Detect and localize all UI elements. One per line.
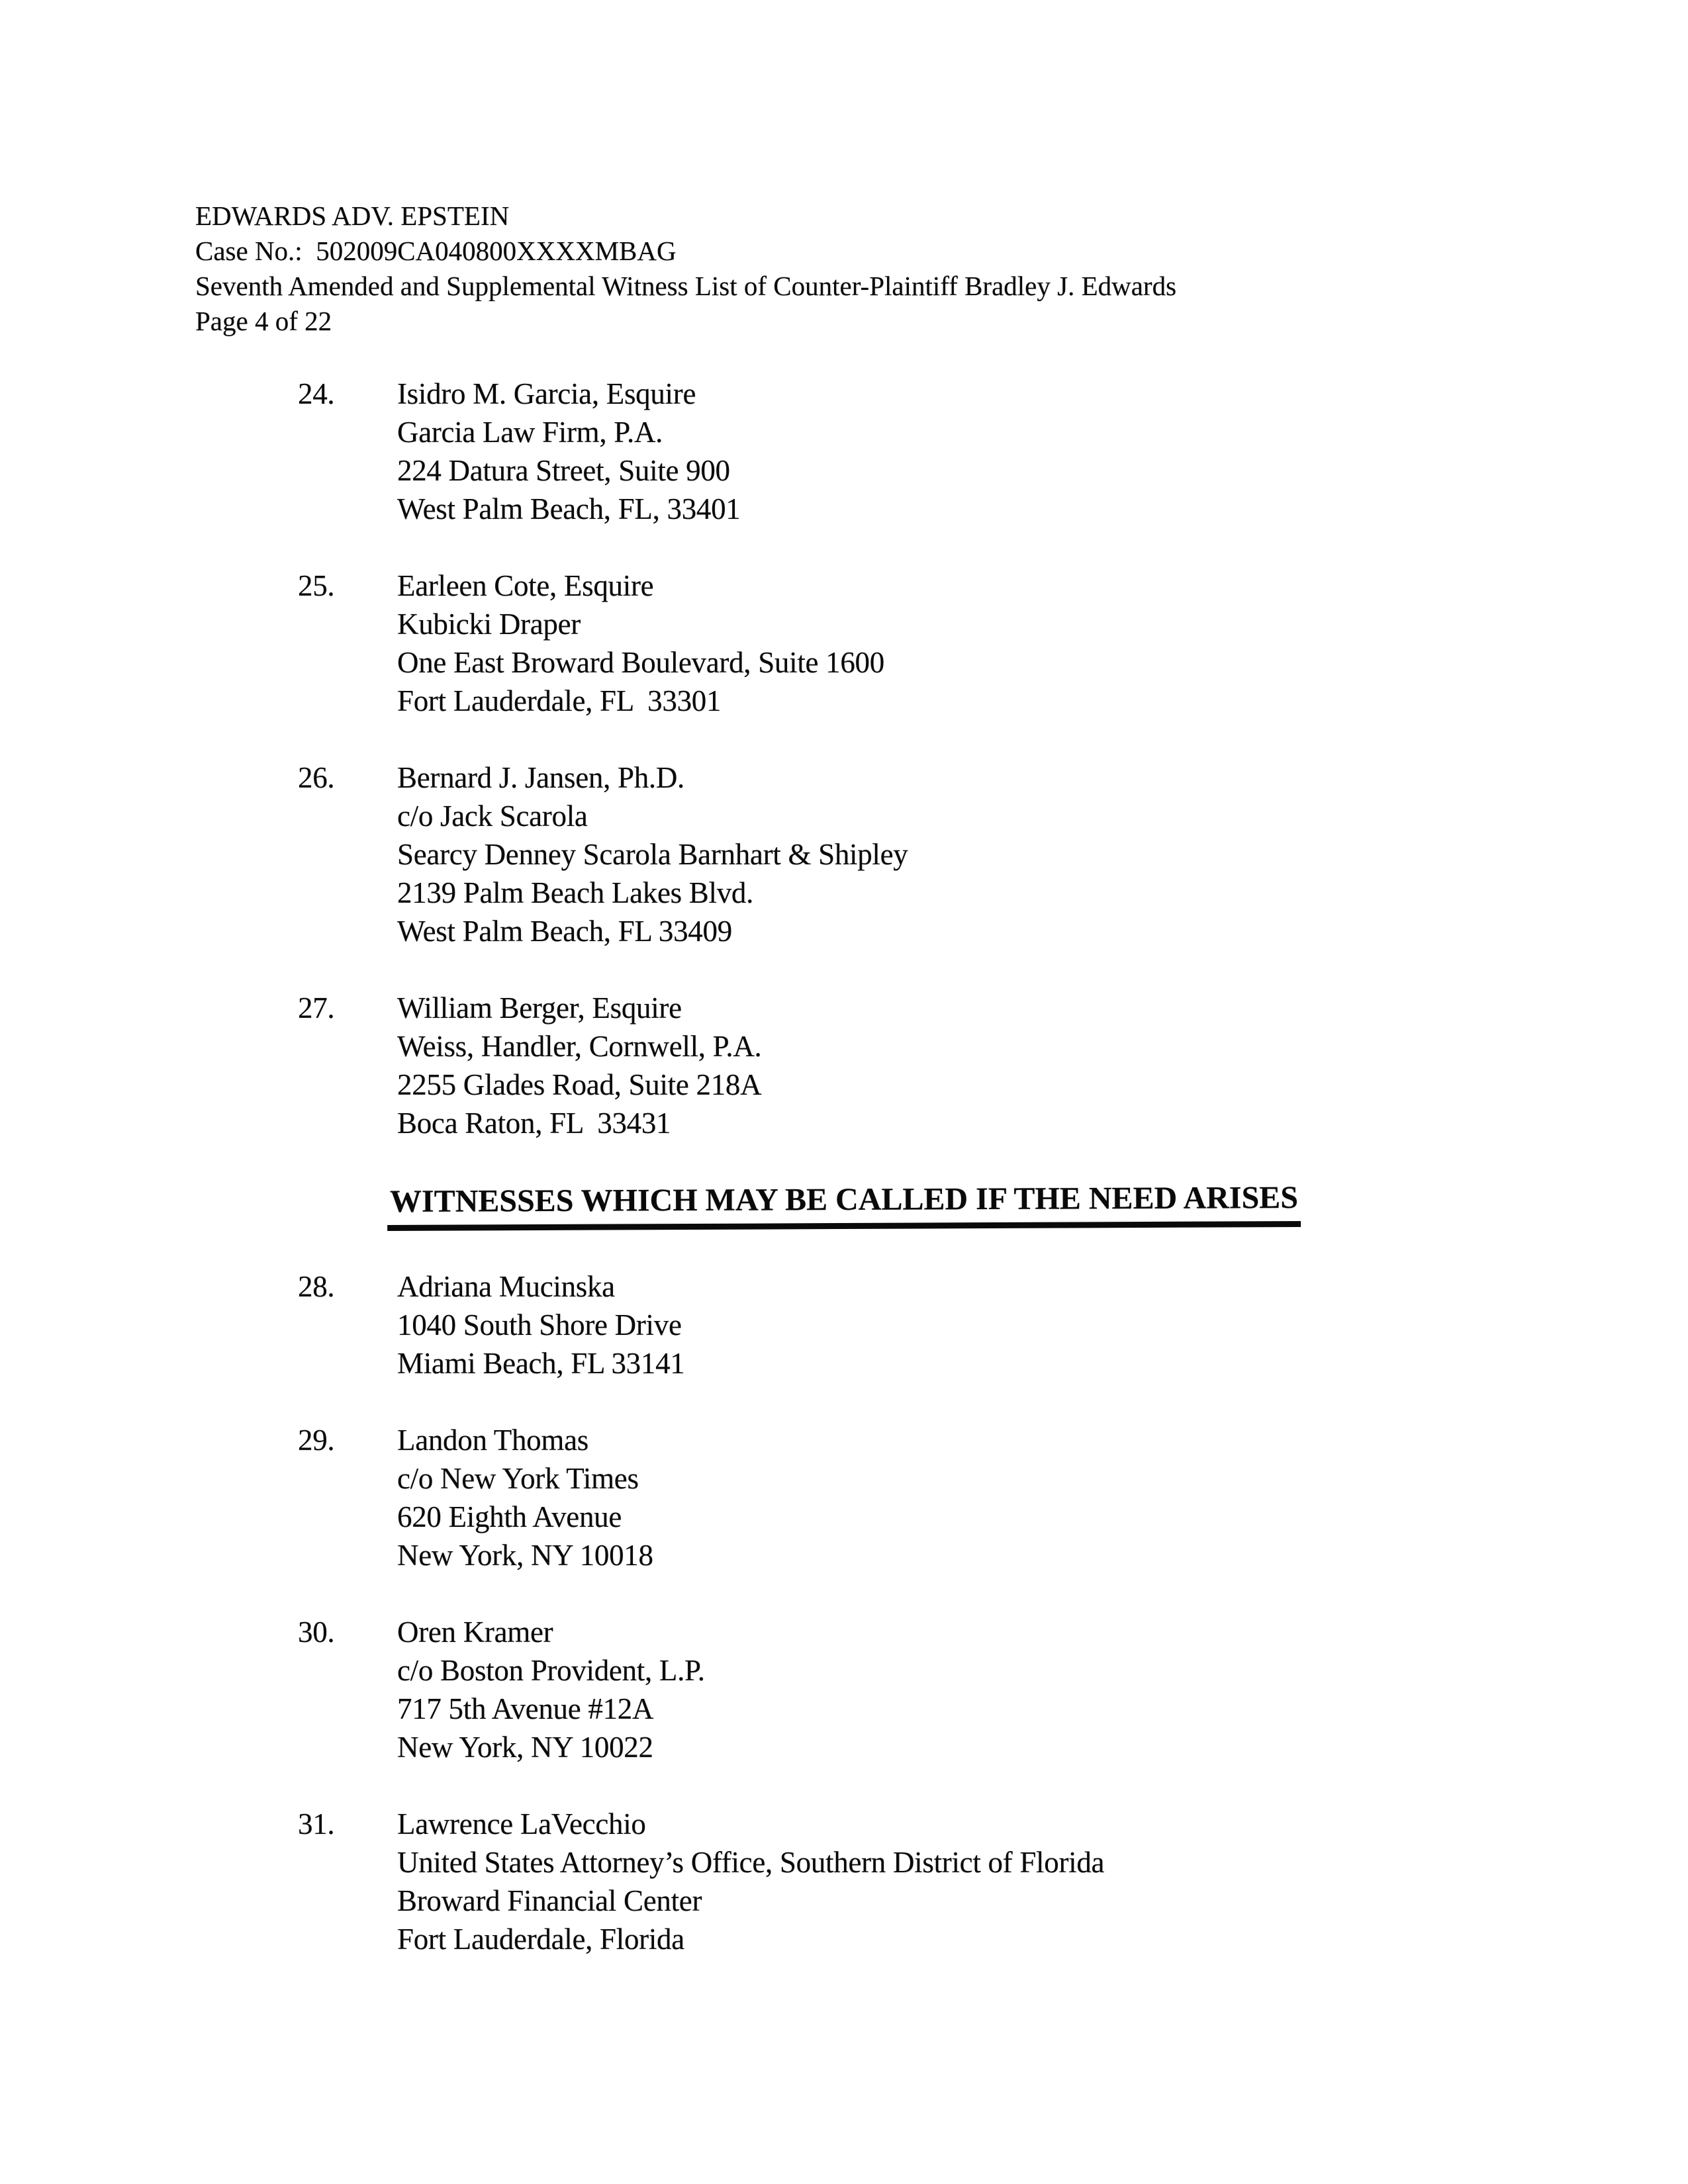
address-line: Miami Beach, FL 33141 — [397, 1347, 685, 1380]
witness-item — [195, 758, 1609, 950]
address-line: Boca Raton, FL 33431 — [397, 1107, 671, 1140]
witness-number: 27. — [298, 991, 335, 1024]
witness-list — [195, 375, 1609, 1958]
header-case-number-line: Case No.: 502009CA040800XXXXMBAG — [195, 236, 677, 266]
header-subject-line: Seventh Amended and Supplemental Witness List of Counter-Plaintiff Bradley J. Edwards — [195, 271, 1177, 301]
witness-lines — [397, 375, 1609, 528]
witness-lines — [397, 989, 1609, 1142]
witness-item — [195, 989, 1609, 1142]
witness-number: 24. — [298, 377, 335, 410]
address-line: Kubicki Draper — [397, 608, 581, 641]
witness-lines — [397, 1421, 1609, 1574]
witness-name-line: Isidro M. Garcia, Esquire — [397, 377, 696, 410]
witness-lines — [397, 758, 1609, 950]
header-title-line: EDWARDS ADV. EPSTEIN — [195, 201, 510, 231]
address-line: Weiss, Handler, Cornwell, P.A. — [397, 1030, 762, 1063]
address-line: 224 Datura Street, Suite 900 — [397, 454, 730, 487]
witness-name-line: Oren Kramer — [397, 1615, 553, 1649]
address-line: New York, NY 10022 — [397, 1731, 653, 1764]
witness-number: 30. — [298, 1615, 335, 1649]
address-line: Broward Financial Center — [397, 1884, 702, 1917]
witness-number: 31. — [298, 1807, 335, 1841]
witness-name-line: Adriana Mucinska — [397, 1270, 615, 1303]
witness-name-line: Earleen Cote, Esquire — [397, 569, 654, 602]
address-line: c/o Jack Scarola — [397, 799, 588, 833]
section-heading — [0, 1177, 1688, 1232]
section-heading-text: WITNESSES WHICH MAY BE CALLED IF THE NEED ARISES — [387, 1179, 1301, 1231]
address-line: West Palm Beach, FL, 33401 — [397, 492, 741, 525]
witness-number: 25. — [298, 569, 335, 602]
witness-name-line: Bernard J. Jansen, Ph.D. — [397, 761, 684, 794]
address-line: One East Broward Boulevard, Suite 1600 — [397, 646, 884, 679]
address-line: Fort Lauderdale, FL 33301 — [397, 684, 722, 717]
witness-name-line: William Berger, Esquire — [397, 991, 682, 1024]
address-line: 620 Eighth Avenue — [397, 1500, 622, 1533]
witness-item — [195, 375, 1609, 528]
witness-name-line: Lawrence LaVecchio — [397, 1807, 646, 1841]
header-page-number-line: Page 4 of 22 — [195, 306, 332, 336]
address-line: c/o Boston Provident, L.P. — [397, 1654, 705, 1687]
address-line: Garcia Law Firm, P.A. — [397, 416, 663, 449]
witness-item — [195, 567, 1609, 720]
witness-number: 28. — [298, 1270, 335, 1303]
witness-lines — [397, 1613, 1609, 1766]
witness-lines — [397, 1805, 1609, 1958]
witness-name-line: Landon Thomas — [397, 1424, 588, 1457]
address-line: 2139 Palm Beach Lakes Blvd. — [397, 876, 754, 909]
address-line: Fort Lauderdale, Florida — [397, 1923, 684, 1956]
witness-item — [195, 1805, 1609, 1958]
witness-number: 26. — [298, 761, 335, 794]
address-line: West Palm Beach, FL 33409 — [397, 915, 732, 948]
address-line: New York, NY 10018 — [397, 1539, 653, 1572]
witness-lines — [397, 1267, 1609, 1383]
witness-lines — [397, 567, 1609, 720]
address-line: United States Attorney’s Office, Southern District of Florida — [397, 1846, 1105, 1879]
witness-item — [195, 1421, 1609, 1574]
address-line: Searcy Denney Scarola Barnhart & Shipley — [397, 838, 908, 871]
witness-number: 29. — [298, 1424, 335, 1457]
witness-item — [195, 1267, 1609, 1383]
address-line: 717 5th Avenue #12A — [397, 1692, 654, 1725]
address-line: c/o New York Times — [397, 1462, 639, 1495]
witness-item — [195, 1613, 1609, 1766]
address-line: 2255 Glades Road, Suite 218A — [397, 1068, 762, 1101]
address-line: 1040 South Shore Drive — [397, 1308, 682, 1342]
document-header — [195, 199, 1609, 339]
